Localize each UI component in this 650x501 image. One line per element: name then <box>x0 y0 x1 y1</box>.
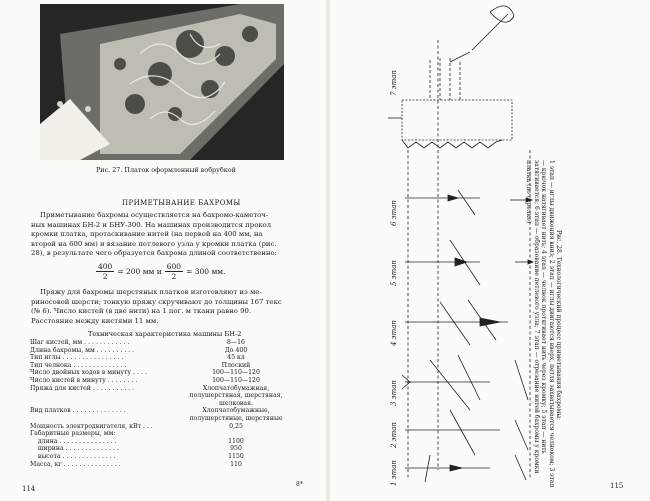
page-number-right: 115 <box>610 482 624 490</box>
section-title: ПРИМЕТЫВАНИЕ БАХРОМЫ <box>122 199 241 207</box>
fringe-process-diagram <box>330 0 650 501</box>
spec-label: Число двойных ходов в минуту . . . . <box>30 369 147 377</box>
signature-mark: 8* <box>296 481 303 488</box>
paragraph-2-line: (№ 6). Число кистей (в две нити) на 1 пог. м ткани равно 90. <box>31 307 252 315</box>
spec-value: Плоский <box>221 361 251 369</box>
spec-value: До 400 <box>224 346 248 354</box>
stage-5-drawing <box>405 240 533 285</box>
spec-row <box>30 339 292 347</box>
page-number-left: 114 <box>22 485 36 493</box>
spec-label: Тип иглы . . . . . . . . . . . . . . . . <box>30 354 124 362</box>
photo-caption: Рис. 27. Платок оформленный вобрубкой <box>96 166 236 174</box>
fraction-1-numerator: 400 <box>98 262 113 271</box>
spec-row <box>30 347 292 355</box>
formula-end: = 300 мм. <box>186 267 226 276</box>
spec-label: длина . . . . . . . . . . . . . . . <box>30 437 117 445</box>
fraction-2-numerator: 600 <box>166 262 182 271</box>
paragraph-1-line: ных машинах БН-2 и БНУ-300. На машинах производится прокол <box>31 220 272 229</box>
spec-value: 100—110—120 <box>212 369 260 377</box>
stage-7-drawing <box>388 6 514 148</box>
spec-row <box>30 453 292 461</box>
spec-label: Число кистей в минуту . . . . . . . . <box>30 376 138 384</box>
fraction-2-denominator: 2 <box>171 272 177 281</box>
spec-label: Пряжа для кистей . . . . . . . . . . . <box>30 384 135 392</box>
spec-label: Шаг кистей, мм . . . . . . . . . . . . <box>30 339 130 346</box>
paragraph-1 <box>31 211 293 259</box>
spec-value: 1100 <box>228 437 244 445</box>
paragraph-2-line: риносовой шерсти; тонкую пряжу скручивают до толщины 167 текс <box>31 297 282 306</box>
figure-caption <box>525 160 562 490</box>
spec-label: Тип челнока . . . . . . . . . . . . . . <box>30 361 127 369</box>
spec-row <box>30 385 292 408</box>
spec-row <box>30 430 292 438</box>
spec-label: Мощность электродвигателя, кВт . . . <box>30 422 153 430</box>
spec-value: 0,25 <box>229 422 243 430</box>
paragraph-1-line: 28), в результате чего образуется бахрома длиной соответственно: <box>31 249 277 257</box>
figure-caption-title: Рис. 28. Технологический процесс приметывания бахромы: <box>555 229 562 421</box>
spec-value: Хлопчатобумажная, полушерстяная, шерстяная, шелковая. <box>189 384 283 407</box>
spec-row <box>30 445 292 453</box>
stage-1-drawing <box>405 455 526 482</box>
spec-table-title: Техническая характеристика машины БН-2 <box>88 330 242 338</box>
spec-value: Хлопчатобумажные, полушерстяные, шерстяные <box>189 407 283 422</box>
paragraph-1-line: кромки платка, протаскивание нитей (на первой на 400 мм, на <box>31 230 263 238</box>
stage-label-6: 6 этап <box>390 200 398 226</box>
paragraph-1-line: второй на 600 мм) и вязание петлевого узла у кромки платка (рис. <box>31 239 277 248</box>
stage-label-2: 2 этап <box>390 422 398 448</box>
fraction-1 <box>96 262 114 281</box>
right-page <box>330 0 650 501</box>
stage-label-4: 4 этап <box>390 320 398 346</box>
spec-value: 100—110—120 <box>212 376 260 384</box>
fringe-formula <box>96 262 226 281</box>
spec-table <box>30 339 292 468</box>
spec-row <box>30 377 292 385</box>
shawl-photo-image <box>40 4 284 160</box>
spec-value: 1150 <box>228 452 244 460</box>
spec-value: 45 кл <box>227 354 245 362</box>
paragraph-2-line: Пряжу для бахромы шерстяных платков изготовляют из ме- <box>40 288 262 296</box>
spec-row <box>30 369 292 377</box>
spec-row <box>30 407 292 422</box>
spec-label: высота . . . . . . . . . . . . . . <box>30 452 116 460</box>
spec-label: Габаритные размеры, мм: <box>30 430 116 438</box>
stage-4-drawing <box>405 300 508 345</box>
spec-label: Длина бахромы, мм . . . . . . . . . . <box>30 346 135 354</box>
spec-label: Вид платков . . . . . . . . . . . . . . <box>30 407 126 415</box>
paragraph-2 <box>31 288 293 326</box>
formula-middle: = 200 мм и <box>117 267 162 276</box>
spec-row <box>30 461 292 469</box>
stage-6-drawing <box>405 190 532 215</box>
stage-label-7: 7 этап <box>390 70 398 96</box>
fraction-1-denominator: 2 <box>102 272 108 281</box>
paragraph-1-line: Приметывание бахромы осуществляется на бахромо-каметоч- <box>40 211 269 219</box>
stage-label-1: 1 этап <box>390 460 398 486</box>
shawl-photo <box>40 4 284 160</box>
stage-3-drawing <box>402 355 528 410</box>
spec-label: Масса, кг . . . . . . . . . . . . . . . <box>30 460 121 468</box>
stage-2-drawing <box>405 410 528 455</box>
spec-row <box>30 438 292 446</box>
spec-value <box>180 430 292 438</box>
spec-value: 110 <box>230 460 242 468</box>
spec-row <box>30 362 292 370</box>
spec-row <box>30 423 292 431</box>
stage-label-3: 3 этап <box>390 380 398 406</box>
stage-label-5: 5 этап <box>390 260 398 286</box>
spec-value: 8—16 <box>227 339 245 346</box>
spec-value: 950 <box>230 445 242 453</box>
figure-caption-body: 1 этап — иглы движения вниз; 2 этап — иглы двигаются вверх, петля захватывается челноком; 3 этап — крючок натягивает нить; 4 этап — челнок протягивает нить через кромку; 5 этап — нить затягивается; 6 этап — образование петлевого узла; 7 этап — отрезание нитей бахромы у кромки платка (по стрелке) <box>525 160 555 488</box>
paragraph-2-line: Расстояние между кистями 11 мм. <box>31 316 159 325</box>
spec-row <box>30 354 292 362</box>
spec-label: ширина . . . . . . . . . . . . . . <box>30 445 119 453</box>
fraction-2 <box>165 262 183 281</box>
